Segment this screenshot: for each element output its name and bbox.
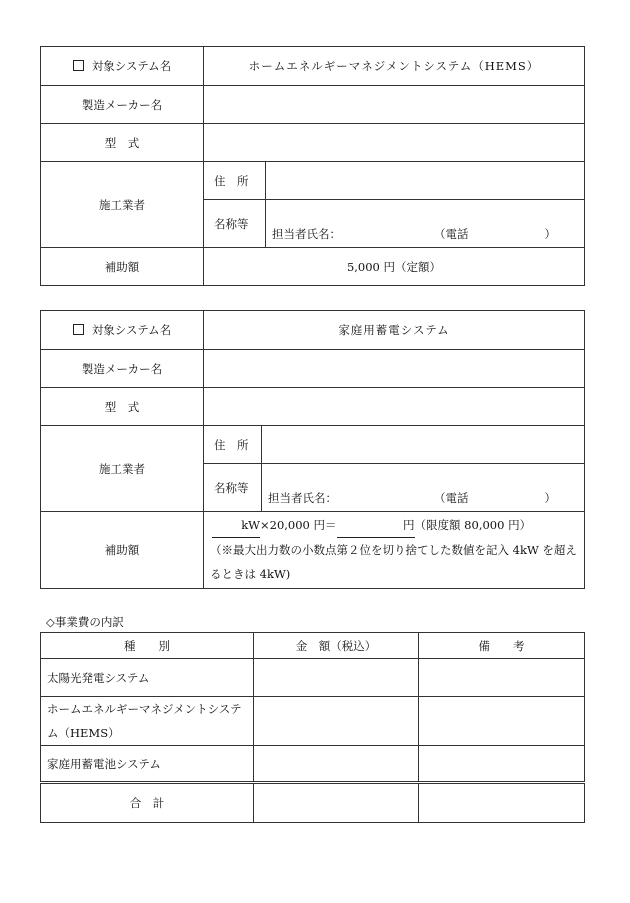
- address-field[interactable]: [266, 162, 585, 200]
- kw-input[interactable]: kW: [212, 514, 260, 538]
- remarks-field[interactable]: [419, 746, 585, 783]
- total-amount-field[interactable]: [254, 783, 419, 823]
- remarks-field[interactable]: [419, 659, 585, 697]
- amount-field[interactable]: [254, 746, 419, 783]
- subsidy-value: 5,000 円（定額）: [204, 248, 585, 286]
- address-label: 住 所: [204, 426, 262, 464]
- model-label: 型 式: [41, 124, 204, 162]
- subsidy-formula: [210, 514, 578, 538]
- header-remarks: 備 考: [419, 633, 585, 659]
- subsidy-label: 補助額: [41, 512, 204, 589]
- phone-close-label: ）: [544, 227, 556, 241]
- system-name-value: 家庭用蓄電システム: [204, 311, 585, 350]
- system-name-value: ホームエネルギーマネジメントシステム（HEMS）: [204, 47, 585, 86]
- row-label: ホームエネルギーマネジメントシステム（HEMS）: [41, 697, 254, 746]
- person-name-label: 担当者氏名：: [268, 491, 337, 505]
- row-label: 家庭用蓄電池システム: [41, 746, 254, 783]
- maker-field[interactable]: [204, 86, 585, 124]
- phone-open-label: （電話: [434, 227, 469, 241]
- phone-close-label: ）: [544, 491, 556, 505]
- header-amount: 金 額（税込）: [254, 633, 419, 659]
- address-label: 住 所: [204, 162, 266, 200]
- total-label: 合 計: [41, 783, 254, 823]
- contractor-label: 施工業者: [41, 162, 204, 248]
- system-name-label: 対象システム名: [41, 311, 204, 350]
- subsidy-note: （※最大出力数の小数点第２位を切り捨てした数値を記入 4kW を超えるときは 4kW): [210, 543, 577, 581]
- contractor-label: 施工業者: [41, 426, 204, 512]
- yen-input[interactable]: 円: [337, 514, 415, 538]
- system-name-label: 対象システム名: [41, 47, 204, 86]
- hems-application-table: [40, 46, 585, 286]
- system-checkbox[interactable]: [73, 60, 84, 71]
- total-remarks-field[interactable]: [419, 783, 585, 823]
- subsidy-label: 補助額: [41, 248, 204, 286]
- model-field[interactable]: [204, 124, 585, 162]
- maker-label: 製造メーカー名: [41, 86, 204, 124]
- header-type: 種 別: [41, 633, 254, 659]
- amount-field[interactable]: [254, 659, 419, 697]
- battery-application-table: [40, 310, 585, 589]
- phone-open-label: （電話: [434, 491, 469, 505]
- cost-breakdown-table: [40, 632, 585, 823]
- name-field[interactable]: [266, 200, 585, 248]
- formula-limit: （限度額 80,000 円）: [414, 518, 532, 532]
- name-label: 名称等: [204, 464, 262, 512]
- model-field[interactable]: [204, 388, 585, 426]
- amount-field[interactable]: [254, 697, 419, 746]
- breakdown-title: ◇事業費の内訳: [46, 615, 124, 629]
- name-label: 名称等: [204, 200, 266, 248]
- address-field[interactable]: [262, 426, 585, 464]
- row-label: 太陽光発電システム: [41, 659, 254, 697]
- maker-field[interactable]: [204, 350, 585, 388]
- formula-rate: ×20,000 円＝: [260, 518, 337, 532]
- system-checkbox[interactable]: [73, 324, 84, 335]
- maker-label: 製造メーカー名: [41, 350, 204, 388]
- model-label: 型 式: [41, 388, 204, 426]
- remarks-field[interactable]: [419, 697, 585, 746]
- subsidy-formula-cell: [204, 512, 585, 589]
- person-name-label: 担当者氏名：: [272, 227, 341, 241]
- name-field[interactable]: [262, 464, 585, 512]
